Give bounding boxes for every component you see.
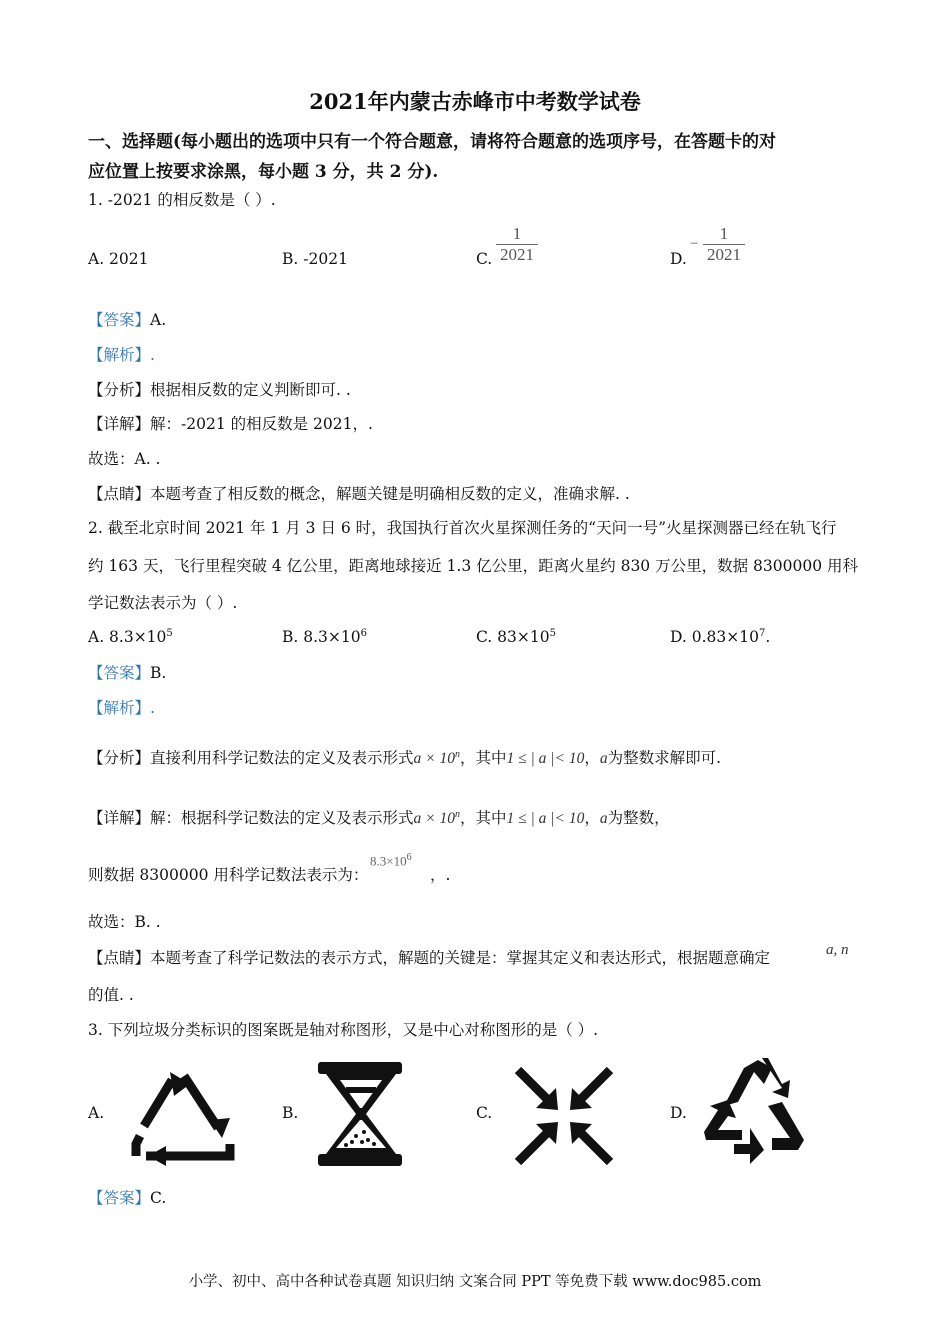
q2-then-value bbox=[370, 852, 412, 869]
option-text: A. 8.3×10 bbox=[88, 628, 167, 647]
hourglass-icon bbox=[316, 1060, 406, 1168]
text: 【分析】直接利用科学记数法的定义及表示形式 bbox=[88, 749, 414, 768]
answer-value: B. bbox=[150, 664, 167, 682]
q1-option-b: B. -2021 bbox=[282, 250, 348, 268]
option-exponent: 5 bbox=[549, 628, 556, 639]
q1-option-c-label: C. bbox=[476, 250, 493, 268]
answer-tag: 【答案】 bbox=[88, 311, 151, 329]
option-text: B. 8.3×10 bbox=[282, 628, 361, 647]
page-footer: 小学、初中、高中各种试卷真题 知识归纳 文案合同 PPT 等免费下载 www.doc985.com bbox=[188, 1274, 762, 1290]
q2-then-post: ，. bbox=[430, 866, 451, 884]
q1-stem: 1. -2021 的相反数是（ ）. bbox=[88, 191, 276, 209]
q1-option-a: A. 2021 bbox=[88, 250, 149, 268]
variable-a: a bbox=[599, 750, 608, 768]
q1-jiexi: 【解析】. bbox=[88, 346, 155, 364]
q2-option-b bbox=[282, 628, 367, 646]
q3-answer bbox=[88, 1188, 166, 1208]
text: 为整数， bbox=[607, 809, 670, 828]
q2-dianjing-line1: 【点睛】本题考查了科学记数法的表示方式，解题的关键是：掌握其定义和表达形式，根据题意确定 bbox=[88, 949, 771, 967]
q3-option-c-label: C. bbox=[476, 1104, 493, 1122]
option-text: C. 83×10 bbox=[476, 628, 550, 647]
section-heading-line2: 应位置上按要求涂黑，每小题 3 分，共 2 分). bbox=[88, 162, 439, 182]
q1-option-d-sign: − bbox=[690, 236, 699, 252]
q2-option-a bbox=[88, 628, 173, 646]
q3-option-d-label: D. bbox=[670, 1104, 687, 1122]
q2-then: 则数据 8300000 用科学记数法表示为： bbox=[88, 866, 369, 884]
q2-option-c bbox=[476, 628, 556, 646]
q1-guxuan: 故选：A. . bbox=[88, 450, 161, 468]
option-exponent: 7 bbox=[758, 628, 766, 639]
page-title: 2021年内蒙古赤峰市中考数学试卷 bbox=[309, 89, 641, 114]
value-exponent: 6 bbox=[406, 852, 412, 863]
recycle-triangle-icon bbox=[126, 1066, 240, 1166]
answer-value: A. bbox=[150, 311, 167, 329]
option-text: D. 0.83×10 bbox=[670, 628, 759, 647]
fraction-numerator: 1 bbox=[512, 224, 522, 243]
fraction-denominator: 2021 bbox=[707, 245, 741, 264]
q1-option-d-fraction bbox=[703, 224, 745, 265]
converging-arrows-icon bbox=[514, 1066, 614, 1166]
q2-jiexi: 【解析】. bbox=[88, 699, 155, 717]
fraction-denominator: 2021 bbox=[500, 245, 534, 264]
q1-answer bbox=[88, 310, 166, 330]
text: ， bbox=[584, 809, 600, 828]
q2-fenxi bbox=[88, 745, 721, 769]
q3-stem: 3. 下列垃圾分类标识的图案既是轴对称图形，又是中心对称图形的是（ ）. bbox=[88, 1021, 599, 1039]
variable-a: a bbox=[599, 810, 608, 828]
q2-stem-line1: 2. 截至北京时间 2021 年 1 月 3 日 6 时，我国执行首次火星探测任务的“天问一号”火星探测器已经在轨飞行 bbox=[88, 519, 837, 537]
text: ，其中 bbox=[459, 809, 507, 828]
text: ，其中 bbox=[459, 749, 507, 768]
q1-option-c-fraction bbox=[496, 224, 538, 265]
q1-fenxi: 【分析】根据相反数的定义判断即可. . bbox=[88, 381, 351, 399]
q1-dianjing: 【点睛】本题考查了相反数的概念，解题关键是明确相反数的定义，准确求解. . bbox=[88, 485, 630, 503]
q2-answer bbox=[88, 663, 166, 683]
recycling-symbol-icon bbox=[702, 1054, 806, 1166]
option-tail: . bbox=[765, 628, 771, 647]
q2-stem-line3: 学记数法表示为（ ）. bbox=[88, 594, 238, 612]
q2-xiangjie bbox=[88, 805, 670, 829]
q3-option-b-label: B. bbox=[282, 1104, 299, 1122]
fraction-numerator: 1 bbox=[719, 224, 729, 243]
condition-formula: 1 ≤ | a |< 10 bbox=[506, 750, 585, 768]
text: 【详解】解：根据科学记数法的定义及表示形式 bbox=[88, 809, 414, 828]
q2-guxuan: 故选：B. . bbox=[88, 913, 161, 931]
answer-tag: 【答案】 bbox=[88, 664, 151, 682]
section-heading-line1: 一、选择题(每小题出的选项中只有一个符合题意，请将符合题意的选项序号，在答题卡的对 bbox=[88, 132, 777, 152]
formula: a × 10 bbox=[413, 750, 455, 768]
q1-xiangjie: 【详解】解：-2021 的相反数是 2021，. bbox=[88, 415, 373, 433]
value-text: 8.3×10 bbox=[370, 853, 407, 869]
option-exponent: 6 bbox=[360, 628, 367, 639]
formula-exponent: n bbox=[454, 749, 460, 760]
q2-dianjing-line2: 的值. . bbox=[88, 986, 134, 1004]
q3-option-a-label: A. bbox=[88, 1104, 105, 1122]
answer-value: C. bbox=[150, 1189, 167, 1207]
formula: a × 10 bbox=[413, 810, 455, 828]
q2-stem-line2: 约 163 天，飞行里程突破 4 亿公里，距离地球接近 1.3 亿公里，距离火星约 830 万公里，数据 8300000 用科 bbox=[88, 557, 858, 575]
q2-option-d bbox=[670, 628, 770, 646]
text: 为整数求解即可. bbox=[607, 749, 722, 768]
answer-tag: 【答案】 bbox=[88, 1189, 151, 1207]
condition-formula: 1 ≤ | a |< 10 bbox=[506, 810, 585, 828]
text: ， bbox=[584, 749, 600, 768]
q2-dianjing-an: a, n bbox=[826, 942, 849, 958]
q1-option-d-label: D. bbox=[670, 250, 687, 268]
option-exponent: 5 bbox=[166, 628, 173, 639]
formula-exponent: n bbox=[454, 809, 460, 820]
